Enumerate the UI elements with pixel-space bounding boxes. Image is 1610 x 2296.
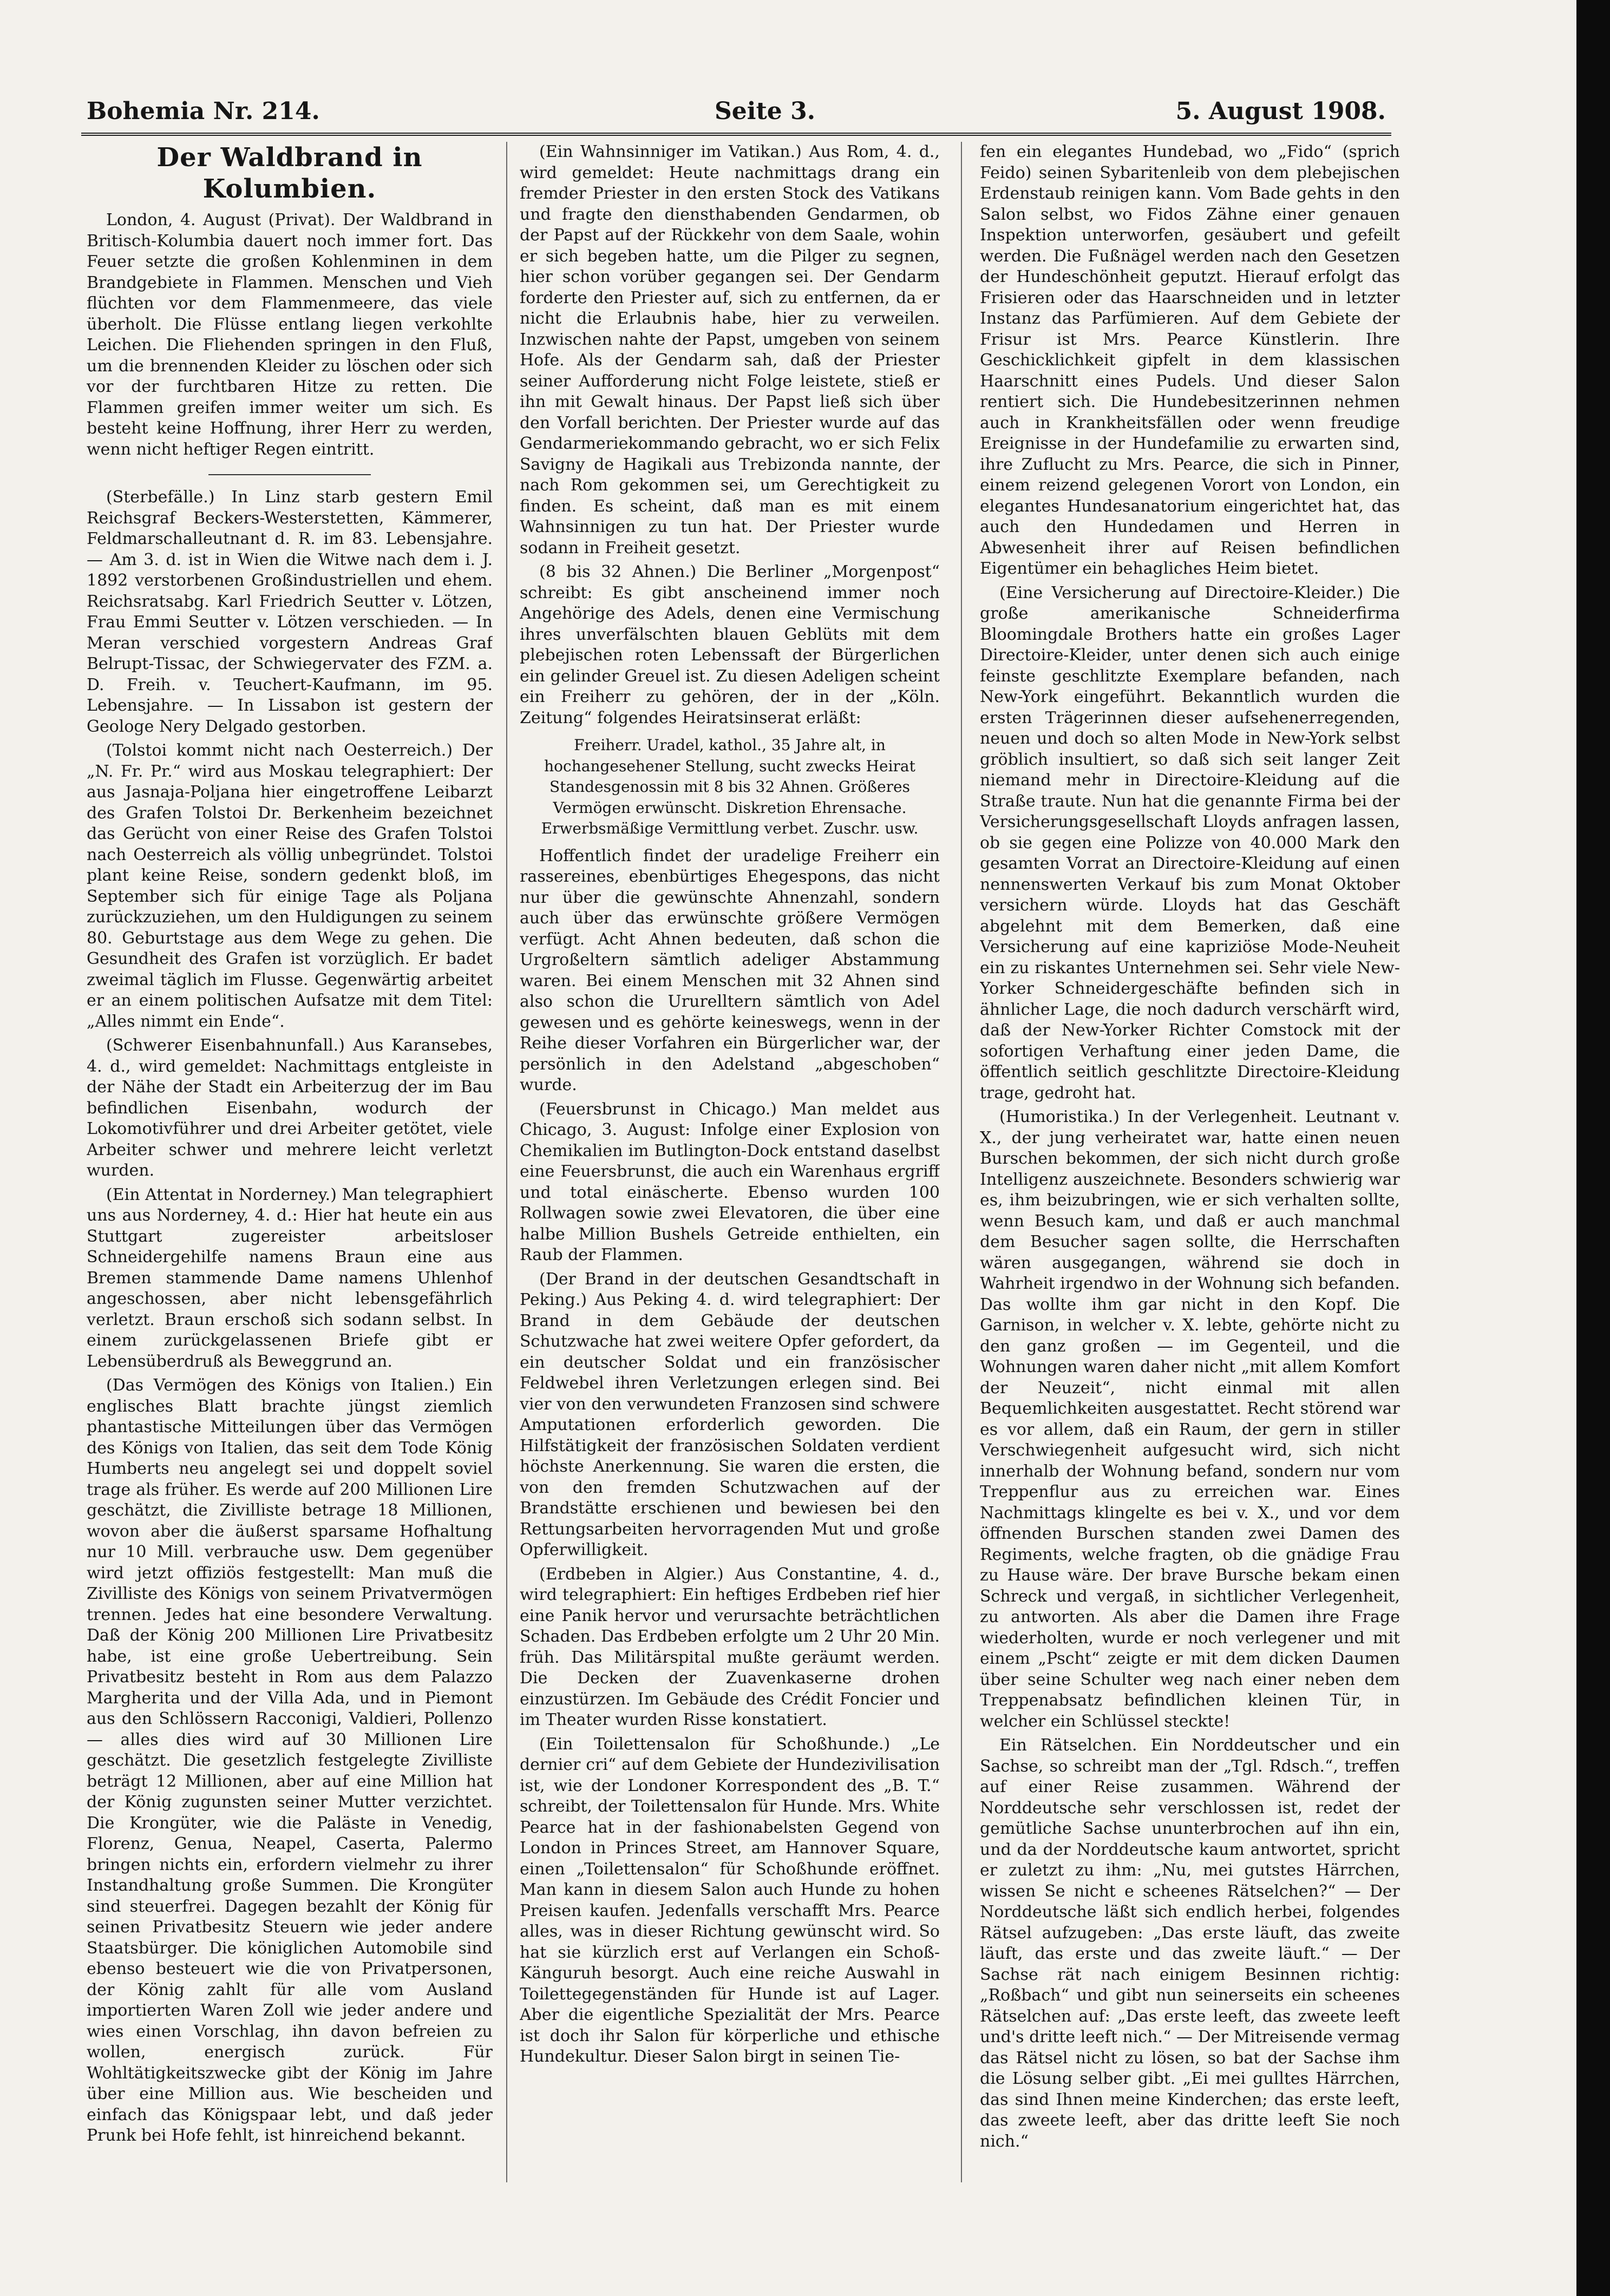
- issue-date: 5. August 1908.: [1175, 97, 1386, 125]
- column-3: [980, 142, 1400, 2182]
- news-item-continuation: fen ein elegantes Hundebad, wo „Fido“ (sprich Feido) seinen Sybaritenleib von dem plebejischen Erdenstaub reinigen kann. Vom Bade gehts in den Salon selbst, wo Fidos Zähne einer genauen Inspektion unterworfen, gesäubert und gefeilt werden. Die Fußnägel werden nach den Gesetzen der Hundeschönheit geputzt. Hierauf erfolgt das Frisieren oder das Haarschneiden und in letzter Instanz das Parfümieren. Auf dem Gebiete der Frisur ist Mrs. Pearce Künstlerin. Ihre Geschicklichkeit gipfelt in dem klassischen Haarschnitt eines Pudels. Und dieser Salon rentiert sich. Die Hundebesitzerinnen nehmen auch in Krankheitsfällen oder wenn freudige Ereignisse in der Hundefamilie zu erwarten sind, ihre Zuflucht zu Mrs. Pearce, die sich in Pinner, einem reizend gelegenen Vorort von London, ein elegantes Hundesanatorium eingerichtet hat, das auch den Hundedamen und Herren in Abwesenheit ihrer auf Reisen befindlichen Eigentümer ein behagliches Heim bietet.: [980, 142, 1400, 578]
- news-item: (Schwerer Eisenbahnunfall.) Aus Karansebes, 4. d., wird gemeldet: Nachmittags entgleiste in der Nähe der Stadt ein Arbeiterzug der im Bau befindlichen Eisenbahn, wodurch der Lokomotivführer und drei Arbeiter getötet, viele Arbeiter schwer und mehrere leicht verletzt wurden.: [87, 1036, 493, 1180]
- publication-number: Bohemia Nr. 214.: [87, 97, 320, 125]
- article-title: Der Waldbrand in Kolumbien.: [156, 142, 423, 204]
- news-item: (Tolstoi kommt nicht nach Oesterreich.) Der „N. Fr. Pr.“ wird aus Moskau telegraphiert: Der aus Jasnaja-Poljana hier eingetroffene Leibarzt des Grafen Tolstoi Dr. Berkenheim bezeichnet das Gerücht von einer Reise des Grafen Tolstoi nach Oesterreich als völlig unbegründet. Tolstoi plant keine Reise, sondern gedenkt bloß, im September sich für einige Tage als Poljana zurückzuziehen, um den Huldigungen zu seinem 80. Geburtstage aus dem Wege zu gehen. Die Gesundheit des Grafen ist vorzüglich. Er badet zweimal täglich im Flusse. Gegenwärtig arbeitet er an einem politischen Aufsatze mit dem Titel: „Alles nimmt ein Ende“.: [87, 741, 493, 1031]
- column-1: [87, 142, 493, 2182]
- page-header: [81, 87, 1391, 135]
- news-item: (Sterbefälle.) In Linz starb gestern Emil Reichsgraf Beckers-Westerstetten, Kämmerer, Feldmarschalleutnant d. R. im 83. Lebensjahre. — Am 3. d. ist in Wien die Witwe nach dem i. J. 1892 verstorbenen Großindustriellen und ehem. Reichsratsabg. Karl Friedrich Seutter v. Lötzen, Frau Emmi Seutter v. Lötzen verschieden. — In Meran verschied vorgestern Andreas Graf Belrupt-Tissac, der Schwiegervater des FZM. a. D. Freih. v. Teuchert-Kaufmann, im 95. Lebensjahre. — In Lissabon ist gestern der Geologe Nery Delgado gestorben.: [87, 488, 493, 736]
- news-item: (Eine Versicherung auf Directoire-Kleider.) Die große amerikanische Schneiderfirma Bloomingdale Brothers hatte ein großes Lager Directoire-Kleider, unter denen sich auch einige feinste geschlitzte Exemplare befanden, nach New-York eingeführt. Bekanntlich wurden die ersten Trägerinnen dieser aufsehenerregenden, neuen und doch so alten Mode in New-York selbst gröblich insultiert, so daß sich seit langer Zeit niemand mehr in Directoire-Kleidung auf die Straße traute. Nun hat die genannte Firma bei der Versicherungsgesellschaft Lloyds anfragen lassen, ob sie gegen eine Polizze von 40.000 Mark den gesamten Vorrat an Directoire-Kleidung auf einen nennenswerten Verkauf bis zum Monat Oktober versichern würde. Lloyds hat das Geschäft abgelehnt mit dem Bemerken, daß eine Versicherung auf eine kapriziöse Mode-Neuheit ein zu riskantes Unternehmen sei. Sehr viele New-Yorker Schneidergeschäfte befinden sich in ähnlicher Lage, die noch dadurch verschärft wird, daß der New-Yorker Richter Comstock mit der sofortigen Verhaftung einer jeden Dame, die öffentlich seitlich geschlitzte Directoire-Kleidung trage, gedroht hat.: [980, 583, 1400, 1103]
- news-item: (Ein Wahnsinniger im Vatikan.) Aus Rom, 4. d., wird gemeldet: Heute nachmittags drang ein fremder Priester in den ersten Stock des Vatikans und fragte den diensthabenden Gendarmen, ob der Papst auf der Rückkehr von dem Saale, wohin er sich begeben hatte, um die Pilger zu segnen, hier schon vorüber gegangen sei. Der Gendarm forderte den Priester auf, sich zu entfernen, da er nicht die Erlaubnis habe, hier zu verweilen. Inzwischen nahte der Papst, umgeben von seinem Hofe. Als der Gendarm sah, daß der Priester seiner Aufforderung nicht Folge leistete, stieß er ihn mit Gewalt hinaus. Der Papst ließ sich über den Vorfall berichten. Der Priester wurde auf das Gendarmeriekommando gebracht, wo er sich Felix Savigny de Hagikali aus Trebizonda nannte, der nach Rom gekommen sei, um Gerechtigkeit zu finden. Es scheint, daß man es mit einem Wahnsinnigen zu tun hat. Der Priester wurde sodann in Freiheit gesetzt.: [520, 142, 940, 557]
- news-item: (Humoristika.) In der Verlegenheit. Leutnant v. X., der jung verheiratet war, hatte einen neuen Burschen bekommen, der sich nicht durch große Intelligenz auszeichnete. Besonders schwierig war es, ihm beizubringen, wie er sich verhalten sollte, wenn Besuch kam, und daß er auch manchmal dem Besucher sagen sollte, die Herrschaften wären ausgegangen, während sie doch in Wahrheit irgendwo in der Wohnung sich befanden. Das wollte ihm gar nicht in den Kopf. Die Garnison, in welcher v. X. lebte, gehörte nicht zu den ganz großen — im Gegenteil, und die Wohnungen waren daher nicht „mit allem Komfort der Neuzeit“, nicht einmal mit allen Bequemlichkeiten ausgestattet. Recht störend war es vor allem, daß ein Raum, der gern in stiller Verschwiegenheit aufgesucht wird, sich nicht innerhalb der Wohnung befand, sondern nur vom Treppenflur aus zu erreichen war. Eines Nachmittags klingelte es bei v. X., und vor dem öffnenden Burschen standen zwei Damen des Regiments, welche fragten, ob die gnädige Frau zu Hause wäre. Der brave Bursche bekam einen Schreck und vergaß, in sichtlicher Verlegenheit, zu antworten. Als aber die Damen ihre Frage wiederholten, wurde er noch verlegener und mit einem „Pscht“ zeigte er mit dem dicken Daumen über seine Schulter weg nach einer neben dem Treppenabsatz befindlichen kleinen Tür, in welcher ein Schlüssel steckte!: [980, 1107, 1400, 1731]
- news-item: Ein Rätselchen. Ein Norddeutscher und ein Sachse, so schreibt man der „Tgl. Rdsch.“, treffen auf einer Reise zusammen. Während der Norddeutsche sehr verschlossen ist, redet der gemütliche Sachse ununterbrochen auf ihn ein, und da der Norddeutsche kaum antwortet, spricht er zuletzt zu ihm: „Nu, mei gutstes Härrchen, wissen Se nicht e scheenes Rätselchen?“ — Der Norddeutsche läßt sich endlich herbei, folgendes Rätsel aufzugeben: „Das erste läuft, das zweite läuft, das erste und das zweite läuft.“ — Der Sachse rät nach einigem Besinnen richtig: „Roßbach“ und gibt nun seinerseits ein scheenes Rätselchen auf: „Das erste leeft, das zweete leeft und's dritte leeft nich.“ — Der Mitreisende vermag das Rätsel nicht zu lösen, so bat der Sachse ihm die Lösung selber gibt. „Ei mei gulltes Härrchen, das sind Ihnen meine Kinderchen; das erste leeft, das zweete leeft, aber das dritte leeft Sie noch nich.“: [980, 1736, 1400, 2151]
- news-item: (Ein Toilettensalon für Schoßhunde.) „Le dernier cri“ auf dem Gebiete der Hundezivilisation ist, wie der Londoner Korrespondent des „B. T.“ schreibt, der Toilettensalon für Hunde. Mrs. White Pearce hat in der fashionabelsten Gegend von London in Princes Street, am Hannover Square, einen „Toilettensalon“ für Schoßhunde eröffnet. Man kann in diesem Salon auch Hunde zu hohen Preisen kaufen. Jedenfalls verschafft Mrs. Pearce alles, was in dieser Richtung gewünscht wird. So hat sie kürzlich erst auf Verlangen ein Schoß-Känguruh besorgt. Auch eine reiche Auswahl in Toilettegegenständen für Hunde ist auf Lager. Aber die eigentliche Spezialität der Mrs. Pearce ist doch ihr Salon für körperliche und ethische Hundekultur. Dieser Salon birgt in seinen Tie-: [520, 1734, 940, 2066]
- news-item: Hoffentlich findet der uradelige Freiherr ein rassereines, ebenbürtiges Ehegespons, das nicht nur über die gewünschte Ahnenzahl, sondern auch über das erwünschte größere Vermögen verfügt. Acht Ahnen bedeuten, daß schon die Urgroßeltern sämtlich adeliger Abstammung waren. Bei einem Menschen mit 32 Ahnen sind also schon die Ururelltern sämtlich von Adel gewesen und es gehörte keineswegs, wenn in der Reihe dieser Vorfahren ein Bürgerlicher war, der persönlich in den Adelstand „abgeschoben“ wurde.: [520, 846, 940, 1094]
- column-2: [520, 142, 940, 2182]
- marriage-advertisement: Freiherr. Uradel, kathol., 35 Jahre alt, in hochangesehener Stellung, sucht zwecks Heirat Standesgenossin mit 8 bis 32 Ahnen. Größeres Vermögen erwünscht. Diskretion Ehrensache. Erwerbsmäßige Vermittlung verbet. Zuschr. usw.: [541, 736, 919, 837]
- header-rule: [81, 133, 1391, 136]
- page-edge-shadow: [1576, 0, 1610, 2296]
- column-separator: [961, 142, 962, 2182]
- page-number: Seite 3.: [715, 97, 816, 125]
- news-item: (Erdbeben in Algier.) Aus Constantine, 4. d., wird telegraphiert: Ein heftiges Erdbeben rief hier eine Panik hervor und verursachte beträchtlichen Schaden. Das Erdbeben erfolgte um 2 Uhr 20 Min. früh. Das Militärspital mußte geräumt werden. Die Decken der Zuavenkaserne drohen einzustürzen. Im Gebäude des Crédit Foncier und im Theater wurden Risse konstatiert.: [520, 1564, 940, 1729]
- article-paragraph: London, 4. August (Privat). Der Waldbrand in Britisch-Kolumbia dauert noch immer fort. Das Feuer setzte die großen Kohlenminen in dem Brandgebiete in Flammen. Menschen und Vieh flüchten vor dem Flammenmeere, das viele überholt. Die Flüsse entlang liegen verkohlte Leichen. Die Fliehenden springen in den Fluß, um die brennenden Kleider zu löschen oder sich vor der furchtbaren Hitze zu retten. Die Flammen greifen immer weiter um sich. Es besteht keine Hoffnung, ihrer Herr zu werden, wenn nicht heftiger Regen eintritt.: [87, 211, 493, 459]
- news-item: (Das Vermögen des Königs von Italien.) Ein englisches Blatt brachte jüngst ziemlich phantastische Mitteilungen über das Vermögen des Königs von Italien, das seit dem Tode König Humberts neu angelegt sei und doppelt soviel trage als früher. Es werde auf 200 Millionen Lire geschätzt, die Zivilliste betrage 18 Millionen, wovon aber die äußerst sparsame Hofhaltung nur 10 Mill. verbrauche usw. Dem gegenüber wird jetzt offiziös festgestellt: Man muß die Zivilliste des Königs von seinem Privatvermögen trennen. Jedes hat eine besondere Verwaltung. Daß der König 200 Millionen Lire Privatbesitz habe, ist eine große Uebertreibung. Sein Privatbesitz besteht in Rom aus dem Palazzo Margherita und der Villa Ada, und in Piemont aus den Schlössern Racconigi, Valdieri, Pollenzo — alles dies wird auf 30 Millionen Lire geschätzt. Die gesetzlich festgelegte Zivilliste beträgt 12 Millionen, aber auf eine Million hat der König zugunsten seiner Mutter verzichtet. Die Krongüter, wie die Paläste in Venedig, Florenz, Genua, Neapel, Caserta, Palermo bringen nichts ein, erfordern vielmehr zu ihrer Instandhaltung große Summen. Die Krongüter sind steuerfrei. Dagegen bezahlt der König für seinen Privatbesitz Steuern wie jeder andere Staatsbürger. Die königlichen Automobile sind ebenso besteuert wie die von Privatpersonen, der König zahlt für alle vom Ausland importierten Waren Zoll wie jeder andere und wies einen Vorschlag, ihn davon befreien zu wollen, energisch zurück. Für Wohltätigkeitszwecke gibt der König im Jahre über eine Million aus. Wie bescheiden und einfach das Königspaar lebt, und daß jeder Prunk bei Hofe fehlt, ist hinreichend bekannt.: [87, 1376, 493, 2145]
- news-item: (Ein Attentat in Norderney.) Man telegraphiert uns aus Norderney, 4. d.: Hier hat heute ein aus Stuttgart zugereister arbeitsloser Schneidergehilfe namens Braun eine aus Bremen stammende Dame namens Uhlenhof angeschossen, aber nicht lebensgefährlich verletzt. Braun erschoß sich sodann selbst. In einem zurückgelassenen Briefe gibt er Lebensüberdruß als Beweggrund an.: [87, 1185, 493, 1371]
- article-divider: [208, 474, 371, 475]
- news-item: (8 bis 32 Ahnen.) Die Berliner „Morgenpost“ schreibt: Es gibt anscheinend immer noch Angehörige des Adels, denen eine Vermischung ihres unverfälschten blauen Geblüts mit dem plebejischen roten Lebenssaft der Bürgerlichen ein gelinder Greuel ist. Zu diesen Adeligen scheint ein Freiherr zu gehören, der in der „Köln. Zeitung“ folgendes Heiratsinserat erläßt:: [520, 562, 940, 727]
- column-separator: [506, 142, 507, 2182]
- news-item: (Feuersbrunst in Chicago.) Man meldet aus Chicago, 3. August: Infolge einer Explosion von Chemikalien im Butlington-Dock entstand daselbst eine Feuersbrunst, die auch ein Warenhaus ergriff und total einäscherte. Ebenso wurden 100 Rollwagen sowie zwei Elevatoren, die über eine halbe Million Bushels Getreide enthielten, ein Raub der Flammen.: [520, 1099, 940, 1264]
- news-item: (Der Brand in der deutschen Gesandtschaft in Peking.) Aus Peking 4. d. wird telegraphiert: Der Brand in dem Gebäude der deutschen Schutzwache hat zwei weitere Opfer gefordert, da ein deutscher Soldat und ein französischer Feldwebel ihren Verletzungen erlegen sind. Bei vier von den verwundeten Franzosen sind schwere Amputationen erforderlich geworden. Die Hilfstätigkeit der französischen Soldaten verdient höchste Anerkennung. Sie waren die ersten, die von den fremden Schutzwachen auf der Brandstätte erschienen und bewiesen bei den Rettungsarbeiten hervorragenden Mut und große Opferwilligkeit.: [520, 1269, 940, 1559]
